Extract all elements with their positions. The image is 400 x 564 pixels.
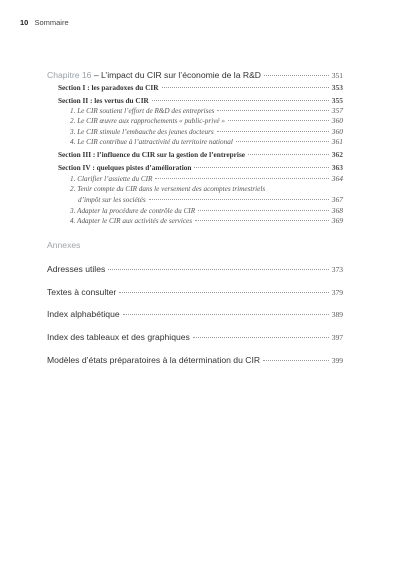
entry-page: 362 [331,150,343,159]
entry-page: 368 [331,206,343,215]
page-number: 10 [20,18,29,27]
toc-subsection-row[interactable] [70,206,343,215]
entry-page: 353 [331,83,343,92]
entry-page: 364 [331,174,343,183]
dot-leader [217,110,328,111]
dot-leader [152,100,329,101]
chapter-page: 351 [331,71,343,80]
entry-label: Section IV : quelques pistes d’amélioration [58,163,192,172]
toc-subsection-row[interactable] [70,116,343,125]
toc-subsection-row[interactable] [70,106,343,115]
toc-annex-row[interactable] [47,287,343,297]
entry-label: d’impôt sur les sociétés [78,196,146,204]
entry-page: 361 [331,137,343,146]
entry-label: 4. Le CIR contribue à l’attractivité du territoire national [70,138,233,146]
entry-page: 360 [331,116,343,125]
dot-leader [236,141,329,142]
annex-label: Textes à consulter [47,287,117,297]
toc-subsection-row[interactable] [70,127,343,136]
dot-leader [248,154,329,155]
chapter-label [47,70,261,80]
dot-leader [228,120,329,121]
entry-label: Section II : les vertus du CIR [58,96,149,105]
toc-section-row[interactable] [58,96,343,105]
dot-leader [123,314,329,315]
entry-page: 360 [331,127,343,136]
toc-subsection-row[interactable] [70,185,343,193]
running-header [20,18,69,27]
chapter-title: L’impact du CIR sur l’économie de la R&D [101,70,262,80]
entry-page: 355 [331,96,343,105]
dot-leader [198,210,329,211]
entry-page: 367 [331,195,343,204]
dot-leader [263,360,329,361]
toc-annex-row[interactable] [47,332,343,342]
annex-page: 389 [331,310,343,319]
annex-label: Index des tableaux et des graphiques [47,332,190,342]
toc-chapter-row[interactable] [47,70,343,80]
entry-label: 3. Le CIR stimule l’embauche des jeunes docteurs [70,128,214,136]
toc-subsection-row[interactable] [70,174,343,183]
dot-leader [155,178,328,179]
toc-section-row[interactable] [58,163,343,172]
annex-page: 399 [331,356,343,365]
toc-subsection-row[interactable] [70,137,343,146]
dot-leader [217,131,329,132]
dot-leader [193,337,329,338]
dot-leader [162,87,329,88]
entry-label: 3. Adapter la procédure de contrôle du CIR [70,207,196,215]
entry-label: Section I : les paradoxes du CIR [58,83,159,92]
dot-leader [195,220,329,221]
annex-label: Index alphabétique [47,309,120,319]
entry-label: 1. Clarifier l’assiette du CIR [70,175,153,183]
annex-page: 379 [331,288,343,297]
toc-annex-row[interactable] [47,355,343,365]
chapter-separator: – [91,70,101,80]
toc-annex-row[interactable] [47,264,343,274]
toc-section-row[interactable] [58,83,343,92]
entry-page: 363 [331,163,343,172]
entry-label: 2. Tenir compte du CIR dans le versement des acomptes trimestriels [70,185,266,193]
entry-label: Section III : l’influence du CIR sur la gestion de l’entreprise [58,150,246,159]
running-title: Sommaire [34,18,69,27]
annex-label: Adresses utiles [47,264,106,274]
toc-section-row[interactable] [58,150,343,159]
dot-leader [119,292,328,293]
annexes-heading: Annexes [47,240,81,250]
dot-leader [264,75,329,76]
toc-annex-row[interactable] [47,309,343,319]
toc-subsection-continuation[interactable] [78,195,343,204]
dot-leader [149,199,329,200]
dot-leader [108,269,328,270]
annex-label: Modèles d’états préparatoires à la détermination du CIR [47,355,261,365]
entry-page: 357 [331,106,343,115]
toc-subsection-row[interactable] [70,216,343,225]
entry-label: 2. Le CIR œuvre aux rapprochements « public-privé » [70,117,225,125]
entry-page: 369 [331,216,343,225]
annex-page: 373 [331,265,343,274]
dot-leader [194,167,328,168]
entry-label: 4. Adapter le CIR aux activités de services [70,217,193,225]
annex-page: 397 [331,333,343,342]
entry-label: 1. Le CIR soutient l’effort de R&D des entreprises [70,107,215,115]
chapter-number: Chapitre 16 [47,70,92,80]
